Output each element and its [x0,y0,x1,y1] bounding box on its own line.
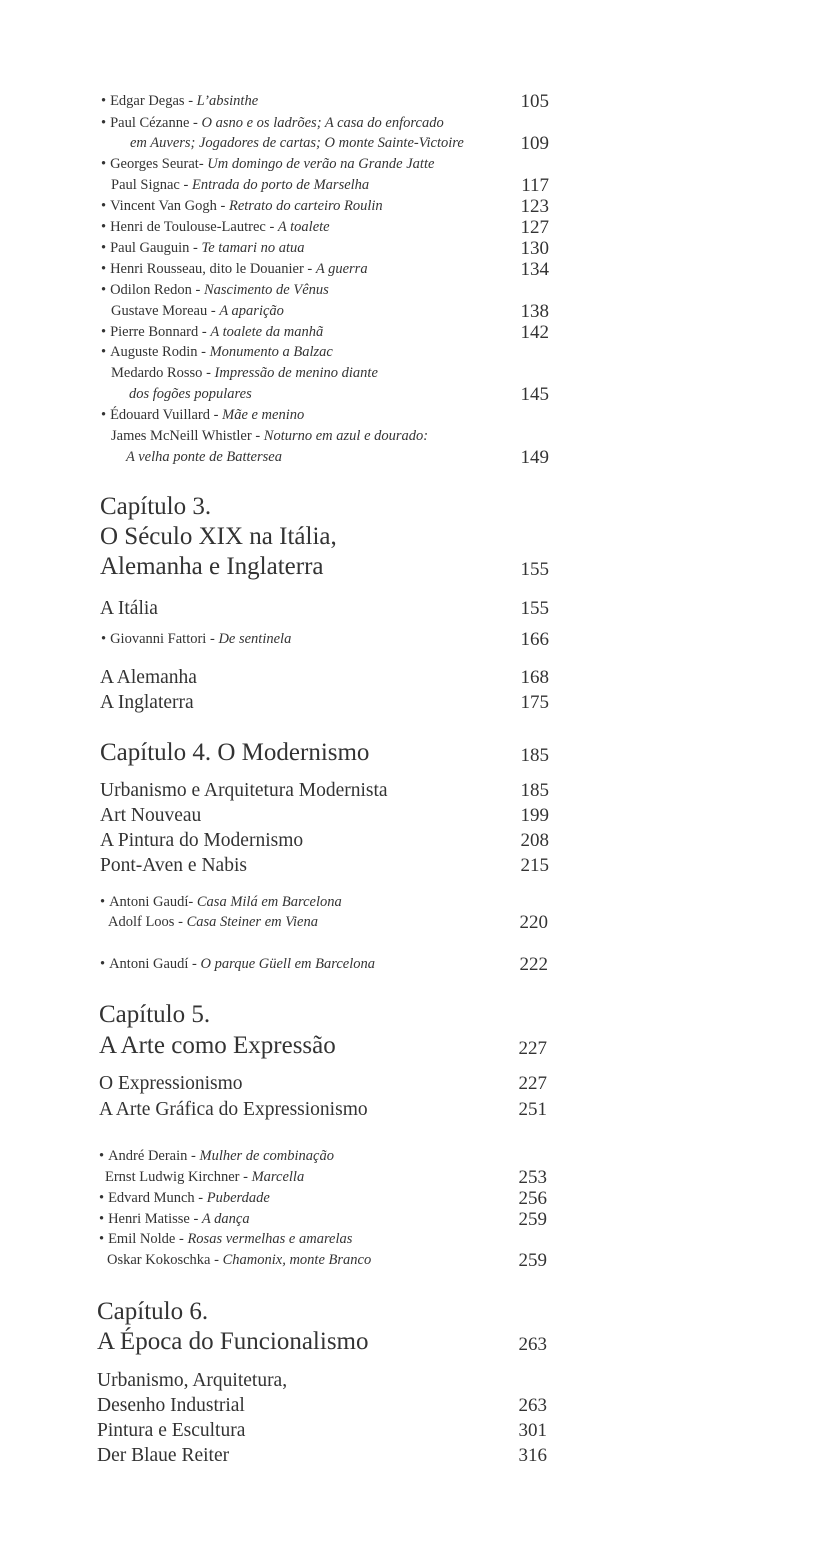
chapter-heading: O Século XIX na Itália, [100,523,337,550]
page-number: 168 [520,667,549,688]
section-entry: O Expressionismo 227 [99,1073,547,1094]
toc-entry [0,154,814,176]
section-entry: A Inglaterra 175 [100,692,549,713]
chapter-heading: Capítulo 4. O Modernismo 185 [100,739,549,766]
entry-text: • Antoni Gaudí - O parque Güell em Barcelona [100,956,376,972]
entry-text: • Édouard Vuillard - Mãe e menino [101,407,305,423]
page-number: 215 [520,855,549,876]
page-number: 142 [520,322,549,343]
toc-entry [0,175,814,197]
toc-entry [0,405,814,427]
chapter-heading: Alemanha e Inglaterra 155 [100,553,549,580]
toc-entry [0,954,814,976]
chapter-heading: Capítulo 6. [97,1298,209,1325]
chapter-heading: Capítulo 5. [99,1001,211,1028]
entry-text: Oskar Kokoschka - Chamonix, monte Branco [107,1252,372,1268]
toc-entry [0,1250,814,1272]
page-number: 117 [521,175,549,196]
toc-entry [0,1146,814,1168]
toc-entry [0,301,814,323]
section-entry: Der Blaue Reiter 316 [97,1445,547,1466]
toc-entry [0,113,814,135]
page-number: 166 [520,629,549,650]
chapter-heading: Capítulo 3. [100,493,212,520]
entry-text: • Georges Seurat- Um domingo de verão na Grande Jatte [101,156,435,172]
entry-text: • Auguste Rodin - Monumento a Balzac [101,344,333,360]
page-number: 227 [518,1073,547,1094]
page-number: 175 [520,692,549,713]
page-number: 109 [520,133,549,154]
entry-text: Ernst Ludwig Kirchner - Marcella [105,1169,305,1185]
toc-entry [0,133,814,155]
page-number: 123 [520,196,549,217]
page-number: 263 [518,1395,547,1416]
entry-text: • Emil Nolde - Rosas vermelhas e amarelas [99,1231,353,1247]
toc-entry [0,1229,814,1251]
toc-entry [0,892,814,914]
entry-text: • Paul Gauguin - Te tamari no atua [101,240,305,256]
entry-text: • André Derain - Mulher de combinação [99,1148,334,1164]
toc-entry [0,1209,814,1231]
section-entry: A Pintura do Modernismo 208 [100,830,549,851]
toc-entry [0,426,814,448]
page-number: 127 [520,217,549,238]
toc-entry [0,1188,814,1210]
page-number: 256 [518,1188,547,1209]
entry-text: • Pierre Bonnard - A toalete da manhã [101,324,324,340]
entry-text: Paul Signac - Entrada do porto de Marselha [111,177,370,193]
page-number: 185 [520,780,549,801]
page-number: 155 [520,559,549,580]
entry-text: dos fogões populares [129,386,252,402]
page-number: 130 [520,238,549,259]
page-number: 259 [518,1250,547,1271]
entry-text: • Vincent Van Gogh - Retrato do carteiro Roulin [101,198,383,214]
toc-entry [0,196,814,218]
page-number: 301 [518,1420,547,1441]
entry-text: • Henri Matisse - A dança [99,1211,250,1227]
entry-text: • Antoni Gaudí- Casa Milá em Barcelona [100,894,342,910]
section-entry: Urbanismo, Arquitetura, [97,1370,288,1391]
page-number: 185 [520,745,549,766]
page-number: 105 [520,91,549,112]
toc-entry [0,259,814,281]
toc-entry [0,322,814,344]
entry-text: Adolf Loos - Casa Steiner em Viena [108,914,318,930]
entry-text: • Odilon Redon - Nascimento de Vênus [101,282,329,298]
toc-entry [0,629,814,651]
page-number: 253 [518,1167,547,1188]
entry-text: • Henri de Toulouse-Lautrec - A toalete [101,219,330,235]
entry-text: • Giovanni Fattori - De sentinela [101,631,292,647]
toc-entry [0,384,814,406]
toc-entry [0,342,814,364]
chapter-heading: A Época do Funcionalismo 263 [97,1328,547,1355]
toc-entry [0,363,814,385]
page-number: 149 [520,447,549,468]
toc-entry [0,280,814,302]
chapter-heading: A Arte como Expressão 227 [99,1032,547,1059]
page-number: 134 [520,259,549,280]
entry-text: em Auvers; Jogadores de cartas; O monte Sainte-Victoire [130,135,464,151]
section-entry: Art Nouveau 199 [100,805,549,826]
section-entry: Urbanismo e Arquitetura Modernista 185 [100,780,549,801]
toc-entry [0,238,814,260]
toc-entry [0,1167,814,1189]
page-number: 227 [518,1038,547,1059]
section-entry: A Arte Gráfica do Expressionismo 251 [99,1099,547,1120]
section-entry: A Alemanha 168 [100,667,549,688]
section-entry: A Itália 155 [100,598,549,619]
section-entry: Desenho Industrial 263 [97,1395,547,1416]
page-number: 316 [518,1445,547,1466]
section-entry: Pont-Aven e Nabis 215 [100,855,549,876]
entry-text: Medardo Rosso - Impressão de menino diante [111,365,378,381]
toc-entry [0,912,814,934]
toc-entry [0,91,814,113]
entry-text: • Edvard Munch - Puberdade [99,1190,270,1206]
page-number: 222 [519,954,548,975]
page-number: 208 [520,830,549,851]
entry-text: • Paul Cézanne - O asno e os ladrões; A casa do enforcado [101,115,444,131]
entry-text: • Henri Rousseau, dito le Douanier - A guerra [101,261,368,277]
page-number: 199 [520,805,549,826]
section-entry: Pintura e Escultura 301 [97,1420,547,1441]
page-number: 259 [518,1209,547,1230]
page-number: 263 [518,1334,547,1355]
entry-text: Gustave Moreau - A aparição [111,303,284,319]
page-number: 220 [519,912,548,933]
page-number: 251 [518,1099,547,1120]
page-number: 138 [520,301,549,322]
toc-entry [0,217,814,239]
entry-text: James McNeill Whistler - Noturno em azul e dourado: [111,428,429,444]
toc-entry [0,447,814,469]
entry-text: A velha ponte de Battersea [126,449,282,465]
entry-text: • Edgar Degas - L’absinthe [101,93,259,109]
page-number: 155 [520,598,549,619]
page-number: 145 [520,384,549,405]
